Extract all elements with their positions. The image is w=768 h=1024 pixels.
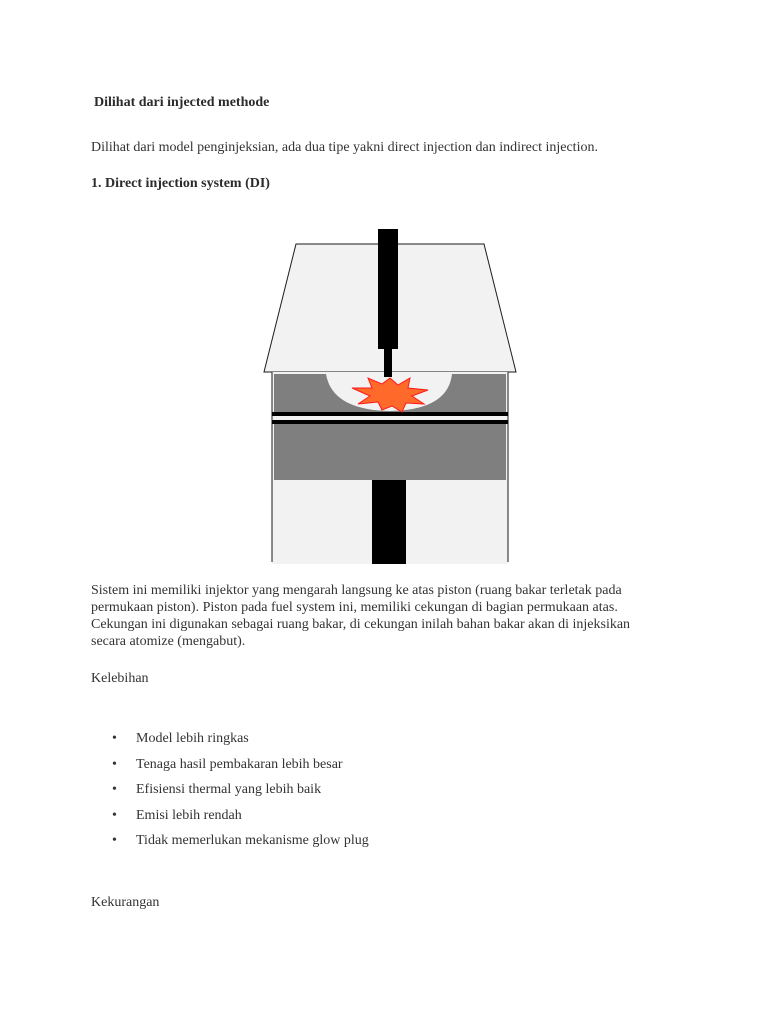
bullet-icon: •: [112, 731, 117, 746]
description-line: secara atomize (mengabut).: [91, 634, 246, 649]
list-item: [112, 756, 369, 782]
list-item-text: Tenaga hasil pembakaran lebih besar: [136, 756, 343, 772]
injector-nozzle: [384, 349, 392, 377]
bullet-icon: •: [112, 807, 117, 823]
page-title: Dilihat dari injected methode: [94, 95, 270, 110]
piston-ring-upper: [272, 412, 508, 416]
list-item-text: Efisiensi thermal yang lebih baik: [136, 782, 322, 797]
advantages-list: [112, 730, 369, 858]
list-item-text: Tidak memerlukan mekanisme glow plug: [136, 833, 369, 848]
disadvantages-label: Kekurangan: [91, 895, 160, 910]
list-item: [112, 730, 369, 756]
injector-body: [378, 229, 398, 349]
connecting-rod: [372, 480, 406, 564]
list-item: [112, 832, 369, 858]
description-paragraph: [91, 582, 691, 650]
advantages-label: Kelebihan: [91, 671, 149, 686]
direct-injection-diagram: [262, 228, 518, 564]
list-item: [112, 807, 369, 833]
piston-skirt: [274, 424, 506, 480]
bullet-icon: •: [112, 782, 117, 797]
list-item: [112, 781, 369, 807]
bullet-icon: •: [112, 833, 117, 848]
description-line: Cekungan ini digunakan sebagai ruang bakar, di cekungan inilah bahan bakar akan di injeksikan: [91, 617, 631, 632]
bullet-icon: •: [112, 756, 117, 772]
intro-paragraph: Dilihat dari model penginjeksian, ada dua tipe yakni direct injection dan indirect injection.: [91, 140, 598, 155]
list-item-text: Emisi lebih rendah: [136, 807, 242, 823]
section-heading-direct-injection: 1. Direct injection system (DI): [91, 176, 270, 191]
list-item-text: Model lebih ringkas: [136, 731, 249, 746]
description-line: Sistem ini memiliki injektor yang mengarah langsung ke atas piston (ruang bakar terletak pada: [91, 583, 622, 598]
engine-cross-section-illustration: [262, 228, 518, 564]
piston-ring-lower: [272, 420, 508, 424]
description-line: permukaan piston). Piston pada fuel system ini, memiliki cekungan di bagian permukaan atas.: [91, 600, 618, 615]
